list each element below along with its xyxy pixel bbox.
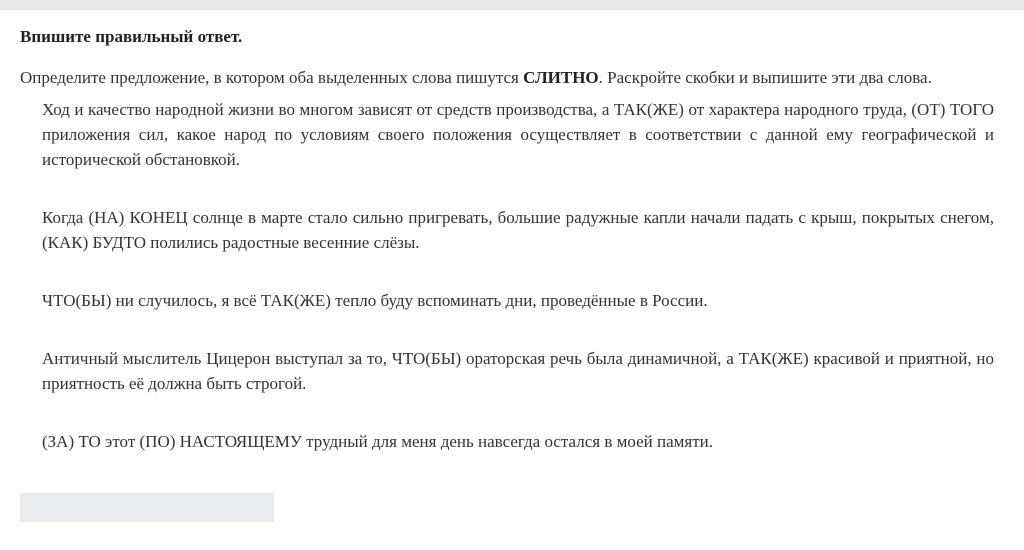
task-heading: Впишите правильный ответ. — [20, 27, 243, 46]
answer-input[interactable] — [20, 493, 274, 522]
sentence-5: (ЗА) ТО этот (ПО) НАСТОЯЩЕМУ трудный для меня день навсегда остался в моей памяти. — [42, 432, 713, 451]
question-text-start: Определите предложение, в котором оба выделенных слова пишутся — [20, 68, 524, 87]
sentence-3: ЧТО(БЫ) ни случилось, я всё ТАК(ЖЕ) тепло буду вспоминать дни, проведённые в России. — [42, 291, 708, 310]
question-text-end: . Раскройте скобки и выпишите эти два слова. — [598, 68, 932, 87]
question-text — [20, 67, 994, 89]
top-bar — [0, 0, 1024, 10]
sentence-4: Античный мыслитель Цицерон выступал за то, ЧТО(БЫ) ораторская речь была динамичной, а ТАК(ЖЕ) красивой и приятной, но приятность её должна быть строгой. — [42, 349, 994, 393]
sentence-1: Ход и качество народной жизни во многом зависят от средств производства, а ТАК(ЖЕ) от характера народного труда, (ОТ) ТОГО приложения сил, какое народ по условиям своего положения осуществляет в соответствии с данной ему географической и исторической обстановкой. — [42, 100, 994, 169]
sentence-list — [20, 97, 994, 454]
sentence-2: Когда (НА) КОНЕЦ солнце в марте стало сильно пригревать, большие радужные капли начали падать с крыш, покрытых снегом, (КАК) БУДТО полились радостные весенние слёзы. — [42, 208, 994, 252]
question-emphasis: СЛИТНО — [523, 68, 599, 87]
task-container — [20, 26, 994, 454]
